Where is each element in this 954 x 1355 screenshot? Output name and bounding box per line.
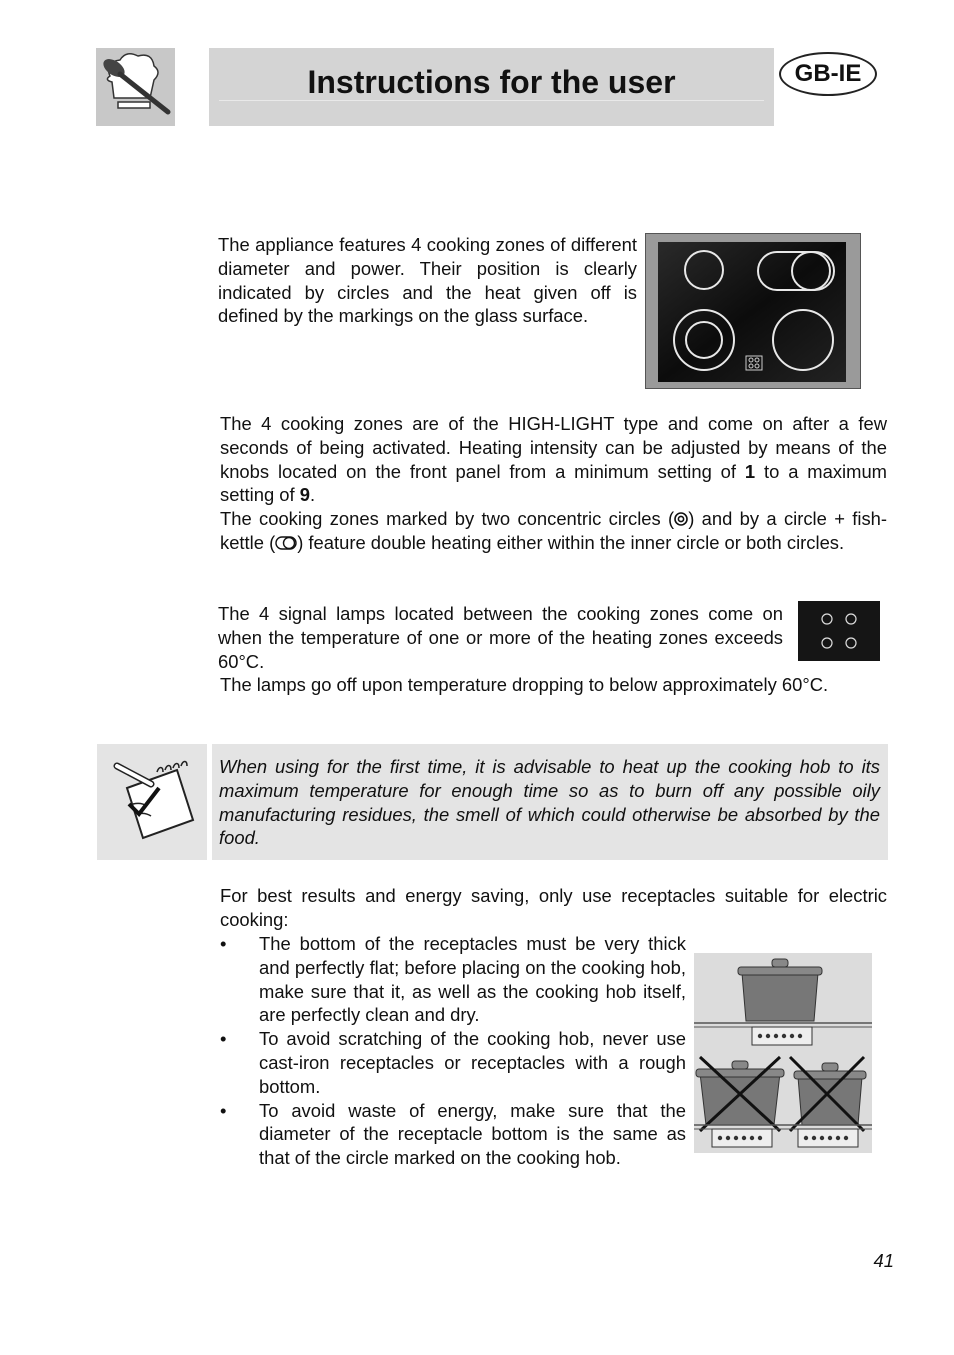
double-part3: ) feature double heating either within the inner circle or both circles. [297, 531, 845, 553]
cooking-hob-icon [645, 233, 861, 389]
highlight-paragraph [220, 412, 887, 555]
bullet-symbol: • [220, 1028, 227, 1050]
bullet-text-scratching: To avoid scratching of the cooking hob, never use cast-iron receptacles or receptacles with a rough bottom. [259, 1028, 686, 1097]
page-title: Instructions for the user [307, 64, 676, 100]
intro-text: The appliance features 4 cooking zones of different diameter and power. Their position is clearly indicated by circles and the heat given off is defined by the markings on the glass surface. [218, 234, 637, 327]
list-item [220, 932, 686, 1027]
list-item [220, 1027, 686, 1098]
lamps-paragraph [218, 602, 783, 673]
pots-diagram-icon [694, 953, 872, 1153]
receptacles-intro [220, 884, 887, 932]
highlight-part2: to a maximum setting of [220, 460, 887, 506]
fish-kettle-icon [275, 536, 297, 550]
highlight-text [220, 412, 887, 507]
receptacles-intro-text: For best results and energy saving, only use receptacles suitable for electric cooking: [220, 885, 887, 930]
first-use-note [212, 744, 888, 860]
lamps-off-text: The lamps go off upon temperature dropping to below approximately 60°C. [220, 674, 829, 695]
header-title-bar [209, 48, 774, 126]
highlight-part3: . [309, 484, 316, 506]
hob-glass-surface [658, 242, 846, 382]
intro-paragraph [218, 233, 637, 328]
receptacles-list [220, 932, 686, 1170]
max-setting: 9 [299, 484, 310, 506]
first-use-note-text: When using for the first time, it is advisable to heat up the cooking hob to its maximum temperature for enough time so as to burn off any possible oily manufacturing residues, the smell of which could otherwise be absorbed by the food. [219, 756, 880, 849]
highlight-part1: The 4 cooking zones are of the HIGH-LIGHT type and come on after a few seconds of being activated. Heating intensity can be adjusted by means of the knobs located on the front panel from a minimum setting of [220, 413, 887, 482]
double-part2: ) and by a circle + fish-kettle ( [220, 508, 888, 553]
lamps-text: The 4 signal lamps located between the cooking zones come on when the temperature of one or more of the heating zones exceeds 60°C. [218, 603, 783, 672]
lamps-off-paragraph [220, 673, 887, 697]
bullet-symbol: • [220, 933, 227, 954]
double-part1: The cooking zones marked by two concentric circles ( [220, 508, 675, 530]
notepad-pencil-icon [97, 744, 207, 860]
bullet-list [220, 932, 686, 1170]
bullet-text-flat-bottom: The bottom of the receptacles must be very thick and perfectly flat; before placing on the cooking hob, make sure that it, as well as the cooking hob itself, are perfectly clean and dry. [259, 933, 686, 1026]
concentric-circles-icon [674, 512, 688, 526]
spoon-chef-hat-icon [96, 48, 175, 126]
list-item [220, 1099, 686, 1170]
double-heating-text [220, 507, 887, 555]
bullet-symbol: • [220, 1099, 227, 1121]
min-setting: 1 [744, 460, 756, 482]
bullet-text-diameter: To avoid waste of energy, make sure that the diameter of the receptacle bottom is the same as that of the circle marked on the cooking hob. [259, 1099, 686, 1169]
language-badge: GB-IE [779, 52, 877, 96]
page-number: 41 [873, 1250, 894, 1271]
signal-lamps-icon [798, 601, 880, 661]
